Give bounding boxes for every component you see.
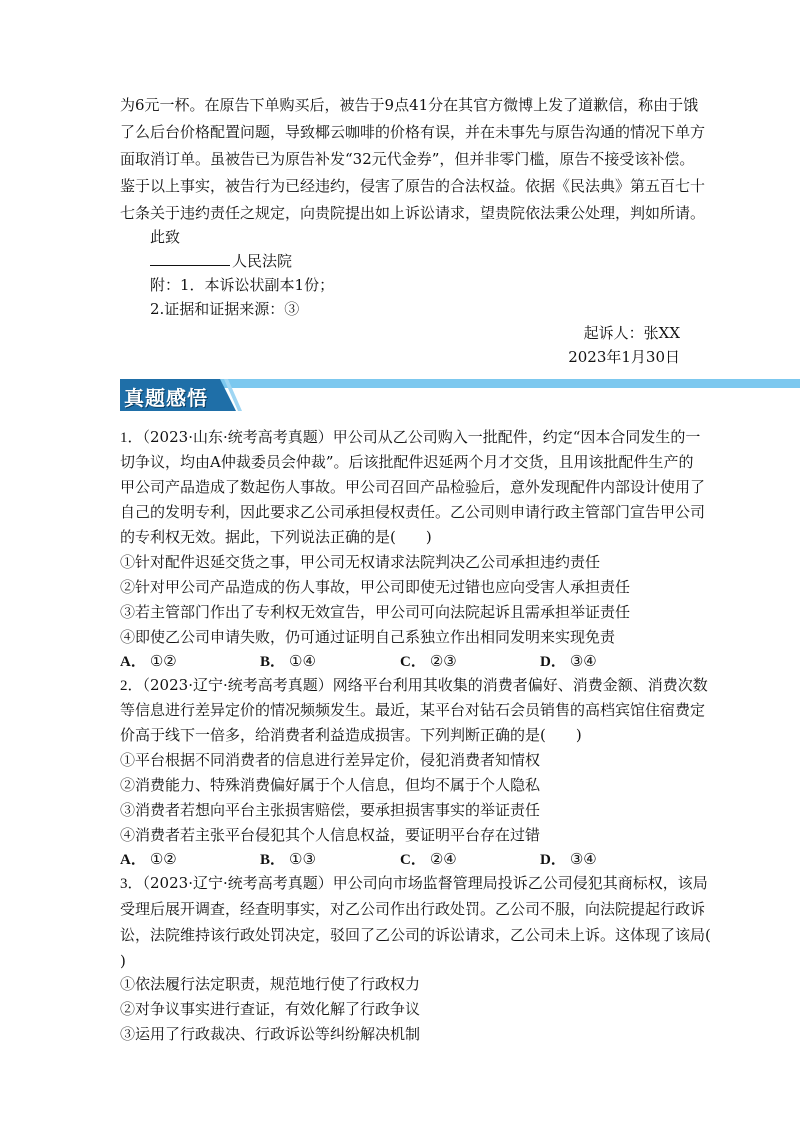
letter-line: 鉴于以上事实，被告行为已经违约，侵害了原告的合法权益。依据《民法典》第五百七十: [120, 177, 706, 195]
option-letter: D．: [540, 852, 566, 868]
option-letter: C．: [400, 654, 426, 670]
option-a[interactable]: [120, 848, 260, 871]
statement: ④即使乙公司申请失败，仍可通过证明自己系独立作出相同发明来实现免责: [120, 628, 616, 646]
letter-line: 了么后台价格配置问题，导致椰云咖啡的价格有误，并在未事先与原告沟通的情况下单方: [120, 123, 706, 141]
option-c[interactable]: [400, 848, 540, 871]
option-text: ①④: [289, 652, 316, 670]
question-line: 的专利权无效。据此，下列说法正确的是( ): [120, 528, 432, 546]
letter-plaintiff: 起诉人：张XX: [583, 324, 680, 342]
option-text: ①②: [149, 850, 177, 868]
option-letter: B．: [260, 852, 286, 868]
option-text: ③④: [569, 652, 597, 670]
question-line: [120, 872, 708, 895]
letter-line: 面取消订单。虽被告已为原告补发“32元代金券”，但并非零门槛，原告不接受该补偿。: [120, 150, 695, 168]
statement: ③运用了行政裁决、行政诉讼等纠纷解决机制: [120, 1025, 421, 1043]
statement: ①平台根据不同消费者的信息进行差异定价，侵犯消费者知情权: [120, 751, 541, 769]
question-number: 3．: [120, 876, 143, 892]
option-c[interactable]: [400, 650, 540, 673]
banner-title: 真题感悟: [124, 386, 208, 410]
statement: ③消费者若想向平台主张损害赔偿，要承担损害事实的举证责任: [120, 801, 541, 819]
statement: ①依法履行法定职责，规范地行使了行政权力: [120, 975, 421, 993]
statement: ④消费者若主张平台侵犯其个人信息权益，要证明平台存在过错: [120, 826, 541, 844]
section-banner: [120, 379, 800, 411]
statement: ②针对甲公司产品造成的伤人事故，甲公司即使无过错也应向受害人承担责任: [120, 578, 631, 596]
option-d[interactable]: [540, 650, 680, 673]
question-line: 切争议，均由A仲裁委员会仲裁”。后该批配件迟延两个月才交货，且用该批配件生产的: [120, 453, 694, 471]
option-text: ③④: [569, 850, 597, 868]
option-a[interactable]: [120, 650, 260, 673]
option-text: ①②: [149, 652, 177, 670]
letter-date: 2023年1月30日: [568, 348, 680, 366]
question-line: 价高于线下一倍多，给消费者利益造成损害。下列判断正确的是( ): [120, 726, 582, 744]
option-letter: A．: [120, 852, 146, 868]
option-text: ①③: [289, 850, 316, 868]
option-letter: A．: [120, 654, 146, 670]
letter-attachment-2: 2.证据和证据来源：③: [150, 300, 300, 318]
question-line: ): [120, 952, 126, 970]
option-d[interactable]: [540, 848, 680, 871]
question-text: （2023·辽宁·统考高考真题）网络平台利用其收集的消费者偏好、消费金额、消费次数: [142, 676, 708, 694]
question-number: 1．: [120, 430, 143, 446]
letter-line: 为6元一杯。在原告下单购买后，被告于9点41分在其官方微博上发了道歉信，称由于饿: [120, 96, 699, 114]
letter-court-line: [150, 250, 292, 272]
statement: ②消费能力、特殊消费偏好属于个人信息，但均不属于个人隐私: [120, 776, 541, 794]
statement: ①针对配件迟延交货之事，甲公司无权请求法院判决乙公司承担违约责任: [120, 553, 601, 571]
option-text: ②④: [429, 850, 457, 868]
letter-court: 人民法院: [232, 252, 293, 270]
question-line: 自己的发明专利，因此要求乙公司承担侵权责任。乙公司则申请行政主管部门宣告甲公司: [120, 503, 706, 521]
option-b[interactable]: [260, 650, 400, 673]
statement: ②对争议事实进行查证，有效化解了行政争议: [120, 1000, 421, 1018]
answer-options: [120, 650, 680, 673]
letter-line: 七条关于违约责任之规定，向贵院提出如上诉讼请求，望贵院依法秉公处理，判如所请。: [120, 204, 706, 222]
question-line: 甲公司产品造成了数起伤人事故。甲公司召回产品检验后，意外发现配件内部设计使用了: [120, 478, 706, 496]
question-text: （2023·辽宁·统考高考真题）甲公司向市场监督管理局投诉乙公司侵犯其商标权，该局: [142, 874, 708, 892]
question-line: [120, 426, 700, 449]
question-line: 等信息进行差异定价的情况频频发生。最近，某平台对钻石会员销售的高档宾馆住宿费定: [120, 701, 706, 719]
question-text: （2023·山东·统考高考真题）甲公司从乙公司购入一批配件，约定“因本合同发生的一: [142, 428, 701, 446]
option-letter: C．: [400, 852, 426, 868]
answer-options: [120, 848, 680, 871]
option-b[interactable]: [260, 848, 400, 871]
question-line: [120, 674, 708, 697]
letter-salutation: 此致: [150, 228, 181, 246]
court-name-blank: [150, 251, 230, 266]
question-number: 2．: [120, 678, 143, 694]
statement: ③若主管部门作出了专利权无效宣告，甲公司可向法院起诉且需承担举证责任: [120, 603, 631, 621]
banner-stripe: [180, 379, 800, 388]
option-letter: B．: [260, 654, 286, 670]
option-letter: D．: [540, 654, 566, 670]
option-text: ②③: [429, 652, 457, 670]
question-line: 讼，法院维持该行政处罚决定，驳回了乙公司的诉讼请求，乙公司未上诉。这体现了该局(: [120, 926, 711, 944]
question-line: 受理后展开调查，经查明事实，对乙公司作出行政处罚。乙公司不服，向法院提起行政诉: [120, 900, 706, 918]
letter-attachment-1: 附：1．本诉讼状副本1份；: [150, 276, 335, 294]
